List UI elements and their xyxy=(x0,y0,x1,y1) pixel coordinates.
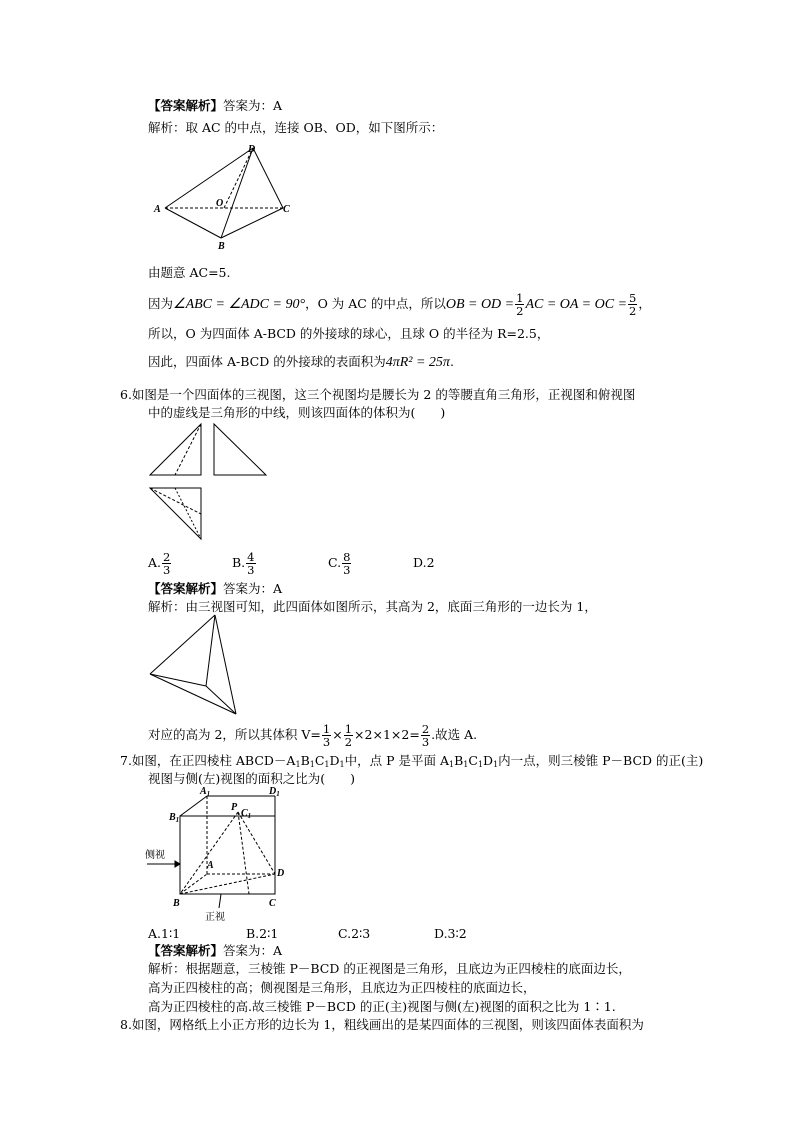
answer-tag: 【答案解析】 xyxy=(148,98,224,113)
label-front-view: 正视 xyxy=(205,912,225,923)
q7-stem-line2: 视图与侧(左)视图的面积之比为( ) xyxy=(148,771,356,786)
q6-option-c[interactable]: C. $\frac{8}{3}$ xyxy=(328,550,351,577)
label-C: C xyxy=(269,898,276,909)
q7-option-a[interactable]: A.1∶1 xyxy=(148,926,181,941)
label-C1: $C_1$ xyxy=(241,808,252,820)
label-C: C xyxy=(283,204,290,215)
q8-stem-line1: 8.如图，网格纸上小正方形的边长为 1，粗线画出的是某四面体的三视图，则该四面体表面积为 xyxy=(120,1017,644,1032)
q5-because-line: 因为∠ABC = ∠ADC = 90°，O 为 AC 的中点，所以OB = OD = $\frac{1}{2}$ AC = OA = OC = $\frac{5}{2}$ ， xyxy=(148,291,651,318)
label-P: P xyxy=(231,802,238,813)
q7-option-c[interactable]: C.2∶3 xyxy=(338,926,371,941)
label-O: O xyxy=(216,198,224,209)
q7-stem-line1: 7.如图，在正四棱柱 $ABCD-A_1B_1C_1D_1$中，点 P 是平面 $A_1B_1C_1D_1$内一点，则三棱锥 P－BCD 的正(主) xyxy=(120,753,704,769)
q5-analysis-intro: 解析：取 AC 的中点，连接 OB、OD，如下图所示： xyxy=(148,120,444,135)
q7-answer-line: 【答案解析】答案为：A xyxy=(148,943,283,958)
q7-analysis-2: 高为正四棱柱的高；侧视图是三角形，且底边为正四棱柱的底面边长， xyxy=(148,980,536,995)
q6-volume-line: 对应的高为 2，所以其体积 V= $\frac{1}{3}$ × $\frac{1}{2}$ ×2×1×2= $\frac{2}{3}$ .故选 A. xyxy=(148,722,478,749)
q6-option-a[interactable]: A. $\frac{2}{3}$ xyxy=(148,550,171,577)
fraction-radius: $\frac{5}{2}$ xyxy=(629,291,637,318)
label-B: B xyxy=(173,898,180,909)
answer-text: 答案为：A xyxy=(223,98,283,113)
label-side-view: 侧视 xyxy=(145,850,165,861)
q6-option-b[interactable]: B. $\frac{4}{3}$ xyxy=(232,550,255,577)
label-B: B xyxy=(218,241,225,252)
q7-prism-figure xyxy=(145,786,295,926)
q7-option-b[interactable]: B.2∶1 xyxy=(246,926,279,941)
q6-option-d[interactable]: D.2 xyxy=(413,555,435,570)
label-A: A xyxy=(154,204,161,215)
q6-answer-line: 【答案解析】答案为：A xyxy=(148,581,283,596)
q6-stem-line2: 中的虚线是三角形的中线，则该四面体的体积为( ) xyxy=(148,405,446,420)
q7-option-d[interactable]: D.3∶2 xyxy=(434,926,467,941)
q6-three-views-figure xyxy=(148,422,273,544)
q7-analysis-1: 解析：根据题意，三棱锥 P－BCD 的正视图是三角形，且底边为正四棱柱的底面边长， xyxy=(148,961,631,976)
q6-stem-line1: 6.如图是一个四面体的三视图，这三个视图均是腰长为 2 的等腰直角三角形，正视图和俯视图 xyxy=(120,387,636,402)
q5-answer-line xyxy=(148,98,282,114)
q6-analysis: 解析：由三视图可知，此四面体如图所示，其高为 2，底面三角形的一边长为 1， xyxy=(148,599,597,614)
fraction-half: $\frac{1}{2}$ xyxy=(516,291,524,318)
label-A1: $A_1$ xyxy=(200,786,211,798)
label-D: D xyxy=(248,144,256,155)
q6-tetrahedron-figure xyxy=(148,612,243,717)
q5-so-line: 所以，O 为四面体 A-BCD 的外接球的球心，且球 O 的半径为 R=2.5， xyxy=(148,326,550,341)
label-D1: $D_1$ xyxy=(269,786,280,798)
label-B1: $B_1$ xyxy=(169,812,180,824)
q5-tetrahedron-figure xyxy=(150,142,300,252)
label-A: A xyxy=(207,860,214,871)
label-D: D xyxy=(277,868,285,879)
q7-analysis-3: 高为正四棱柱的高.故三棱锥 P－BCD 的正(主)视图与侧(左)视图的面积之比为 1∶1. xyxy=(148,999,616,1014)
q5-given: 由题意 AC=5. xyxy=(148,265,231,280)
q5-thus-line: 因此，四面体 A-BCD 的外接球的表面积为4πR² = 25π. xyxy=(148,354,454,370)
